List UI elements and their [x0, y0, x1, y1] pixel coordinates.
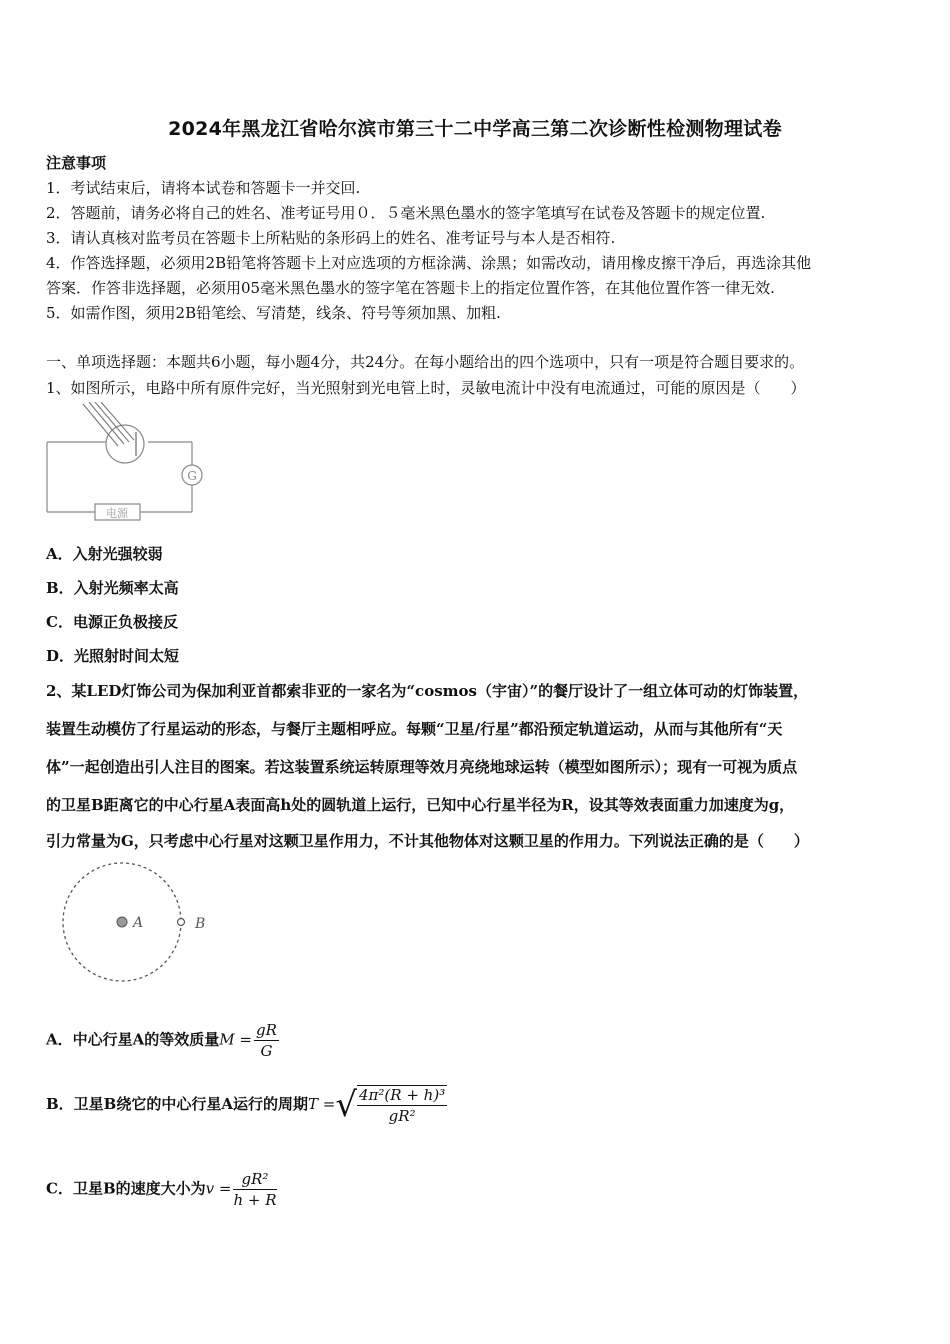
q2-option-b-lhs: T = — [308, 1095, 336, 1113]
q2-option-b-denominator: gR² — [388, 1107, 416, 1125]
satellite-b-label: B — [195, 916, 206, 932]
q2-option-c-fraction — [233, 1170, 276, 1209]
notice-item: 1．考试结束后，请将本试卷和答题卡一并交回. — [46, 179, 361, 197]
q2-option-a-lhs: M = — [219, 1030, 252, 1049]
notice-item: 4．作答选择题，必须用2B铅笔将答题卡上对应选项的方框涂满、涂黑；如需改动，请用橡皮擦干净后，再选涂其他 — [46, 254, 812, 272]
q2-stem-line: 的卫星B距离它的中心行星A表面高h处的圆轨道上运行，已知中心行星半径为R，设其等效表面重力加速度为g， — [46, 796, 795, 814]
galvanometer-label: G — [187, 469, 197, 483]
notice-item: 2．答题前，请务必将自己的姓名、准考证号用０．５毫米黑色墨水的签字笔填写在试卷及答题卡的规定位置. — [46, 204, 766, 222]
q2-option-b-numerator: 4π²(R + h)³ — [359, 1086, 446, 1104]
power-source-label: 电源 — [106, 507, 128, 520]
q1-circuit-figure — [40, 402, 220, 527]
notice-heading: 注意事项 — [46, 154, 107, 172]
q1-option-d: D．光照射时间太短 — [46, 647, 180, 665]
notice-item: 5．如需作图，须用2B铅笔绘、写清楚，线条、符号等须加黑、加粗. — [46, 304, 501, 322]
q2-option-c — [46, 1170, 277, 1209]
q2-option-a — [46, 1021, 279, 1060]
q2-option-b-text: B．卫星B绕它的中心行星A运行的周期 — [46, 1095, 308, 1113]
q2-option-c-denominator: h + R — [233, 1191, 277, 1209]
q2-stem-line: 2、某LED灯饰公司为保加利亚首都索非亚的一家名为“cosmos（宇宙）”的餐厅设计了一组立体可动的灯饰装置， — [46, 682, 809, 700]
q2-option-c-text: C．卫星B的速度大小为 — [46, 1179, 206, 1198]
notice-item: 3．请认真核对监考员在答题卡上所粘贴的条形码上的姓名、准考证号与本人是否相符. — [46, 229, 616, 247]
q1-option-c: C．电源正负极接反 — [46, 613, 178, 631]
q2-option-a-denominator: G — [260, 1042, 273, 1060]
sqrt-sign-icon: √ — [335, 1085, 358, 1125]
q1-stem: 1、如图所示，电路中所有原件完好，当光照射到光电管上时，灵敏电流计中没有电流通过，可能的原因是（ ） — [46, 379, 806, 397]
q2-option-c-lhs: v = — [205, 1179, 232, 1198]
q1-option-b: B．入射光频率太高 — [46, 579, 179, 597]
planet-a-label: A — [133, 915, 144, 931]
q2-option-a-fraction — [254, 1021, 279, 1060]
q2-option-a-text: A．中心行星A的等效质量 — [46, 1030, 220, 1049]
q1-option-a: A．入射光强较弱 — [46, 545, 163, 563]
q2-option-a-numerator: gR — [255, 1021, 277, 1039]
q2-stem-line: 装置生动模仿了行星运动的形态，与餐厅主题相呼应。每颗“卫星/行星”都沿预定轨道运动，从而与其他所有“天 — [46, 720, 783, 738]
q2-orbit-figure — [55, 862, 225, 987]
q2-option-c-numerator: gR² — [233, 1170, 276, 1190]
q2-stem-line: 引力常量为G，只考虑中心行星对这颗卫星作用力，不计其他物体对这颗卫星的作用力。下列说法正确的是（ ） — [46, 832, 809, 850]
q2-option-b-fraction — [357, 1085, 447, 1125]
section-heading: 一、单项选择题：本题共6小题，每小题4分，共24分。在每小题给出的四个选项中，只有一项是符合题目要求的。 — [46, 353, 805, 371]
q2-option-b — [46, 1085, 447, 1125]
page-title: 2024年黑龙江省哈尔滨市第三十二中学高三第二次诊断性检测物理试卷 — [168, 118, 782, 140]
q2-stem-line: 体”一起创造出引人注目的图案。若这装置系统运转原理等效月亮绕地球运转（模型如图所示）；现有一可视为质点 — [46, 758, 798, 776]
notice-item: 答案．作答非选择题，必须用05毫米黑色墨水的签字笔在答题卡上的指定位置作答，在其他位置作答一律无效. — [46, 279, 775, 297]
